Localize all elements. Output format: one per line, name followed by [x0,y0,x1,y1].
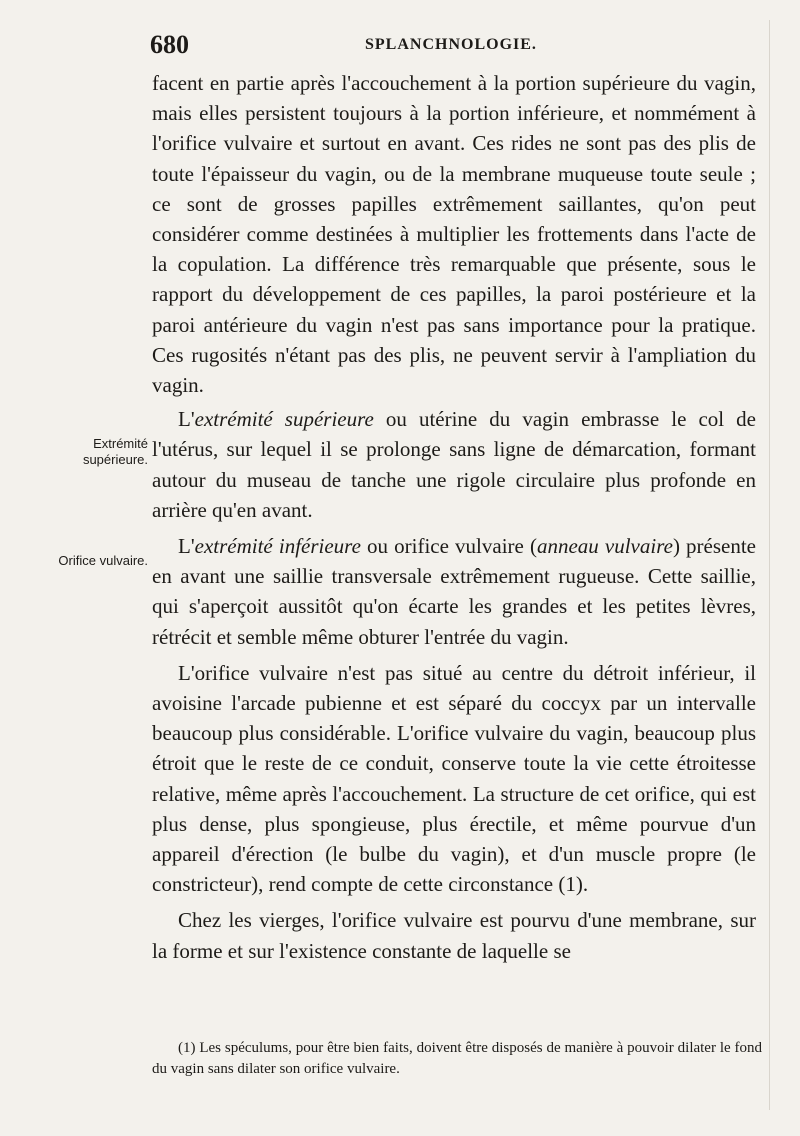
paragraph-rest: ) présente en avant une saillie transversale extrêmement rugueuse. Cette saillie, qui s'aperçoit aussitôt qu'on écarte les grandes et les petites lèvres, rétrécit et semble même obturer l'entrée du vagin. [152,534,757,649]
paragraph-vierges: Chez les vierges, l'orifice vulvaire est pourvu d'une membrane, sur la forme et sur l'existence constante de laquelle se [152,908,756,963]
page-number: 680 [150,30,189,59]
running-title: SPLANCHNOLOGIE. [365,36,537,53]
page-edge-shadow [769,20,770,1110]
page-header [150,30,750,60]
paragraph-rest: ou utérine du vagin embrasse le col de l'utérus, sur lequel il se prolonge sans ligne de démarcation, formant autour du museau de tanche une rigole circulaire plus profonde en arrière qu'en avant. [152,407,756,522]
italic-term-anneau-vulvaire: anneau vulvaire [536,534,673,559]
margin-note-orifice-vulvaire: Orifice vulvaire. [58,553,148,568]
paragraph-lead: L' [178,534,195,559]
margin-note-extremite-superieure: Extrémité supérieure. [82,436,148,467]
footnote: (1) Les spéculums, pour être bien faits, doivent être disposés de manière à pouvoir dilater le fond du vagin sans dilater son orifice vulvaire. [152,1040,762,1077]
paragraph-mid: ou orifice vulvaire ( [360,534,537,559]
main-text-column [152,68,756,966]
paragraph-rides: facent en partie après l'accouchement à la portion supérieure du vagin, mais elles persistent toujours à la portion inférieure, et nommément à l'orifice vulvaire et surtout en avant. Ces rides ne sont pas des plis de toute l'épaisseur du vagin, ou de la membrane muqueuse toute seule ; ce sont de grosses papilles extrêmement saillantes, qu'on peut considérer comme destinées à multiplier les frottements dans l'acte de la copulation. La différence très remarquable que présente, sous le rapport du développement de ces papilles, la paroi postérieure et la paroi antérieure du vagin n'est pas sans importance pour la pratique. Ces rugosités n'étant pas des plis, ne peuvent servir à l'ampliation du vagin. [152,71,756,398]
italic-term-extremite-superieure: extrémité supérieure [194,407,374,432]
paragraph-lead: L' [178,407,195,432]
paragraph-orifice-vulvaire: L'orifice vulvaire n'est pas situé au centre du détroit inférieur, il avoisine l'arcade pubienne et est séparé du coccyx par un intervalle beaucoup plus considérable. L'orifice vulvaire du vagin, beaucoup plus étroit que le reste de ce conduit, conserve toute la vie cette étroitesse relative, même après l'accouchement. La structure de cet orifice, qui est plus dense, plus spongieuse, plus érectile, et même pourvue d'un appareil d'érection (le bulbe du vagin), et d'un muscle propre (le constricteur), rend compte de cette circonstance (1). [152,660,756,897]
paragraph-extremite-superieure [152,404,756,525]
paragraph-extremite-inferieure [152,531,756,652]
italic-term-extremite-inferieure: extrémité inférieure [194,534,361,559]
